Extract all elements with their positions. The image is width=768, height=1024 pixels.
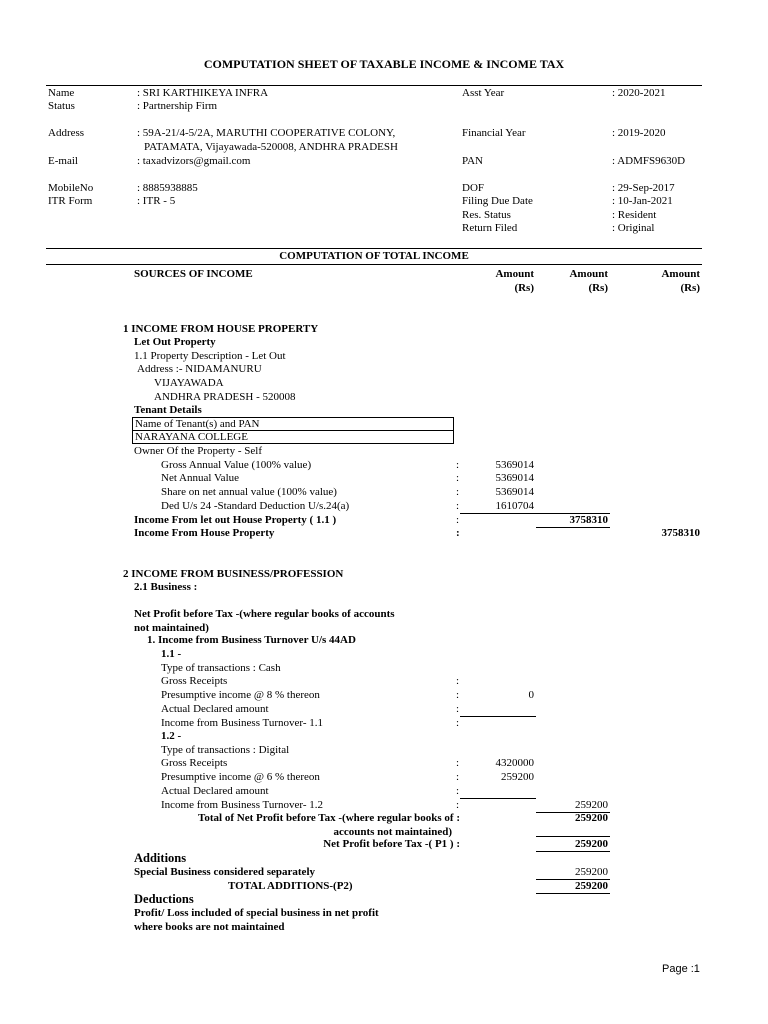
s12-presumptive: Presumptive income @ 6 % thereon (161, 771, 320, 783)
rs-header-1: (Rs) (514, 282, 534, 294)
return-filed-label: Return Filed (462, 222, 518, 234)
np-line-2: not maintained) (134, 622, 209, 634)
asst-year-label: Asst Year (462, 87, 505, 99)
name-value: : SRI KARTHIKEYA INFRA (137, 87, 269, 99)
underline (536, 527, 610, 528)
return-filed-value: : Original (612, 222, 655, 234)
deductions-heading: Deductions (134, 892, 194, 906)
s12-income-value: 259200 (575, 799, 608, 811)
np-line-1: Net Profit before Tax -(where regular books of accounts (134, 608, 395, 620)
underline (460, 798, 536, 799)
rs-header-2: (Rs) (588, 282, 608, 294)
owner-label: Owner Of the Property - Self (134, 445, 262, 457)
dof-label: DOF (462, 182, 485, 194)
gav-value: 5369014 (495, 459, 534, 471)
nav-label: Net Annual Value (161, 472, 240, 484)
s12-presumptive-value: 259200 (501, 771, 534, 783)
property-desc: 1.1 Property Description - Let Out (134, 350, 286, 362)
divider (46, 248, 702, 249)
underline (536, 836, 610, 837)
tenant-details-label: Tenant Details (134, 404, 202, 416)
email-label: E-mail (48, 155, 78, 167)
underline (536, 893, 610, 894)
underline (460, 513, 536, 514)
itr-value: : ITR - 5 (137, 195, 176, 207)
s11-gross: Gross Receipts (161, 675, 228, 687)
deduction-label: Ded U/s 24 -Standard Deduction U/s.24(a) (161, 500, 350, 512)
s11-type: Type of transactions : Cash (161, 662, 281, 674)
divider (46, 264, 702, 265)
pan-label: PAN (462, 155, 483, 167)
address-line2: PATAMATA, Vijayawada-520008, ANDHRA PRADESH (144, 141, 398, 153)
s11-income: Income from Business Turnover- 1.1 (161, 717, 324, 729)
house-heading: 1 INCOME FROM HOUSE PROPERTY (123, 323, 319, 335)
colon: : (456, 689, 460, 701)
letout-income-value: 3758310 (569, 514, 608, 526)
colon: : (456, 459, 460, 471)
address-line1: : 59A-21/4-5/2A, MARUTHI COOPERATIVE COLONY, (137, 127, 396, 139)
business-heading: 2 INCOME FROM BUSINESS/PROFESSION (123, 568, 344, 580)
np-p1-label: Net Profit before Tax -( P1 ) : (323, 838, 460, 850)
underline (460, 716, 536, 717)
property-address-2: VIJAYAWADA (154, 377, 224, 389)
dof-value: : 29-Sep-2017 (612, 182, 675, 194)
additions-heading: Additions (134, 851, 187, 865)
s12-income: Income from Business Turnover- 1.2 (161, 799, 324, 811)
colon: : (456, 785, 460, 797)
let-out-label: Let Out Property (134, 336, 216, 348)
s11-actual: Actual Declared amount (161, 703, 269, 715)
total-np-value: 259200 (575, 812, 608, 824)
deduction-value: 1610704 (495, 500, 534, 512)
colon: : (456, 771, 460, 783)
turnover-heading: 1. Income from Business Turnover U/s 44AD (147, 634, 356, 646)
colon: : (456, 703, 460, 715)
colon: : (456, 514, 460, 526)
share-value: 5369014 (495, 486, 534, 498)
colon: : (456, 675, 460, 687)
fin-year-value: : 2019-2020 (612, 127, 666, 139)
letout-income-label: Income From let out House Property ( 1.1 ) (134, 514, 337, 526)
s12-gross-value: 4320000 (495, 757, 534, 769)
colon: : (456, 486, 460, 498)
share-label: Share on net annual value (100% value) (161, 486, 337, 498)
address-label: Address (48, 127, 85, 139)
email-value: : taxadvizors@gmail.com (137, 155, 251, 167)
mobile-label: MobileNo (48, 182, 94, 194)
total-additions-label: TOTAL ADDITIONS-(P2) (228, 880, 353, 892)
s12-actual: Actual Declared amount (161, 785, 269, 797)
np-p1-value: 259200 (575, 838, 608, 850)
tenant-header-cell: Name of Tenant(s) and PAN (132, 417, 454, 431)
s12-type: Type of transactions : Digital (161, 744, 290, 756)
colon: : (456, 500, 460, 512)
amount-header-3: Amount (661, 268, 700, 280)
res-status-label: Res. Status (462, 209, 511, 221)
underline (536, 851, 610, 852)
s12-gross: Gross Receipts (161, 757, 228, 769)
due-date-label: Filing Due Date (462, 195, 533, 207)
colon: : (456, 757, 460, 769)
gav-label: Gross Annual Value (100% value) (161, 459, 312, 471)
house-total-label: Income From House Property (134, 527, 275, 539)
pan-value: : ADMFS9630D (612, 155, 686, 167)
amount-header-1: Amount (495, 268, 534, 280)
special-business-value: 259200 (575, 866, 608, 878)
nav-value: 5369014 (495, 472, 534, 484)
s12-label: 1.2 - (161, 730, 182, 742)
amount-header-2: Amount (569, 268, 608, 280)
page-title: COMPUTATION SHEET OF TAXABLE INCOME & INCOME TAX (203, 57, 565, 71)
res-status-value: : Resident (612, 209, 657, 221)
status-value: : Partnership Firm (137, 100, 218, 112)
sources-header: SOURCES OF INCOME (134, 268, 253, 280)
special-business-label: Special Business considered separately (134, 866, 316, 878)
colon: : (456, 472, 460, 484)
s11-presumptive: Presumptive income @ 8 % thereon (161, 689, 320, 701)
s11-presumptive-value: 0 (528, 689, 534, 701)
overline (536, 513, 610, 514)
status-label: Status (48, 100, 75, 112)
tenant-name-cell: NARAYANA COLLEGE (132, 430, 454, 444)
colon: : (456, 527, 460, 539)
fin-year-label: Financial Year (462, 127, 526, 139)
property-address-1: Address :- NIDAMANURU (137, 363, 262, 375)
business-sub: 2.1 Business : (134, 581, 198, 593)
due-date-value: : 10-Jan-2021 (612, 195, 673, 207)
name-label: Name (48, 87, 75, 99)
mobile-value: : 8885938885 (137, 182, 198, 194)
total-np-line-1: Total of Net Profit before Tax -(where regular books of : (198, 812, 460, 824)
section-title: COMPUTATION OF TOTAL INCOME (279, 250, 469, 262)
total-np-line-2: accounts not maintained) (333, 826, 452, 838)
colon: : (456, 799, 460, 811)
colon: : (456, 717, 460, 729)
profit-loss-line-2: where books are not maintained (134, 921, 285, 933)
property-address-3: ANDHRA PRADESH - 520008 (154, 391, 296, 403)
divider (46, 85, 702, 86)
asst-year-value: : 2020-2021 (612, 87, 666, 99)
profit-loss-line-1: Profit/ Loss included of special business in net profit (134, 907, 379, 919)
page-number: Page :1 (662, 963, 700, 975)
s11-label: 1.1 - (161, 648, 182, 660)
house-total-value: 3758310 (661, 527, 700, 539)
rs-header-3: (Rs) (680, 282, 700, 294)
itr-label: ITR Form (48, 195, 93, 207)
total-additions-value: 259200 (575, 880, 608, 892)
